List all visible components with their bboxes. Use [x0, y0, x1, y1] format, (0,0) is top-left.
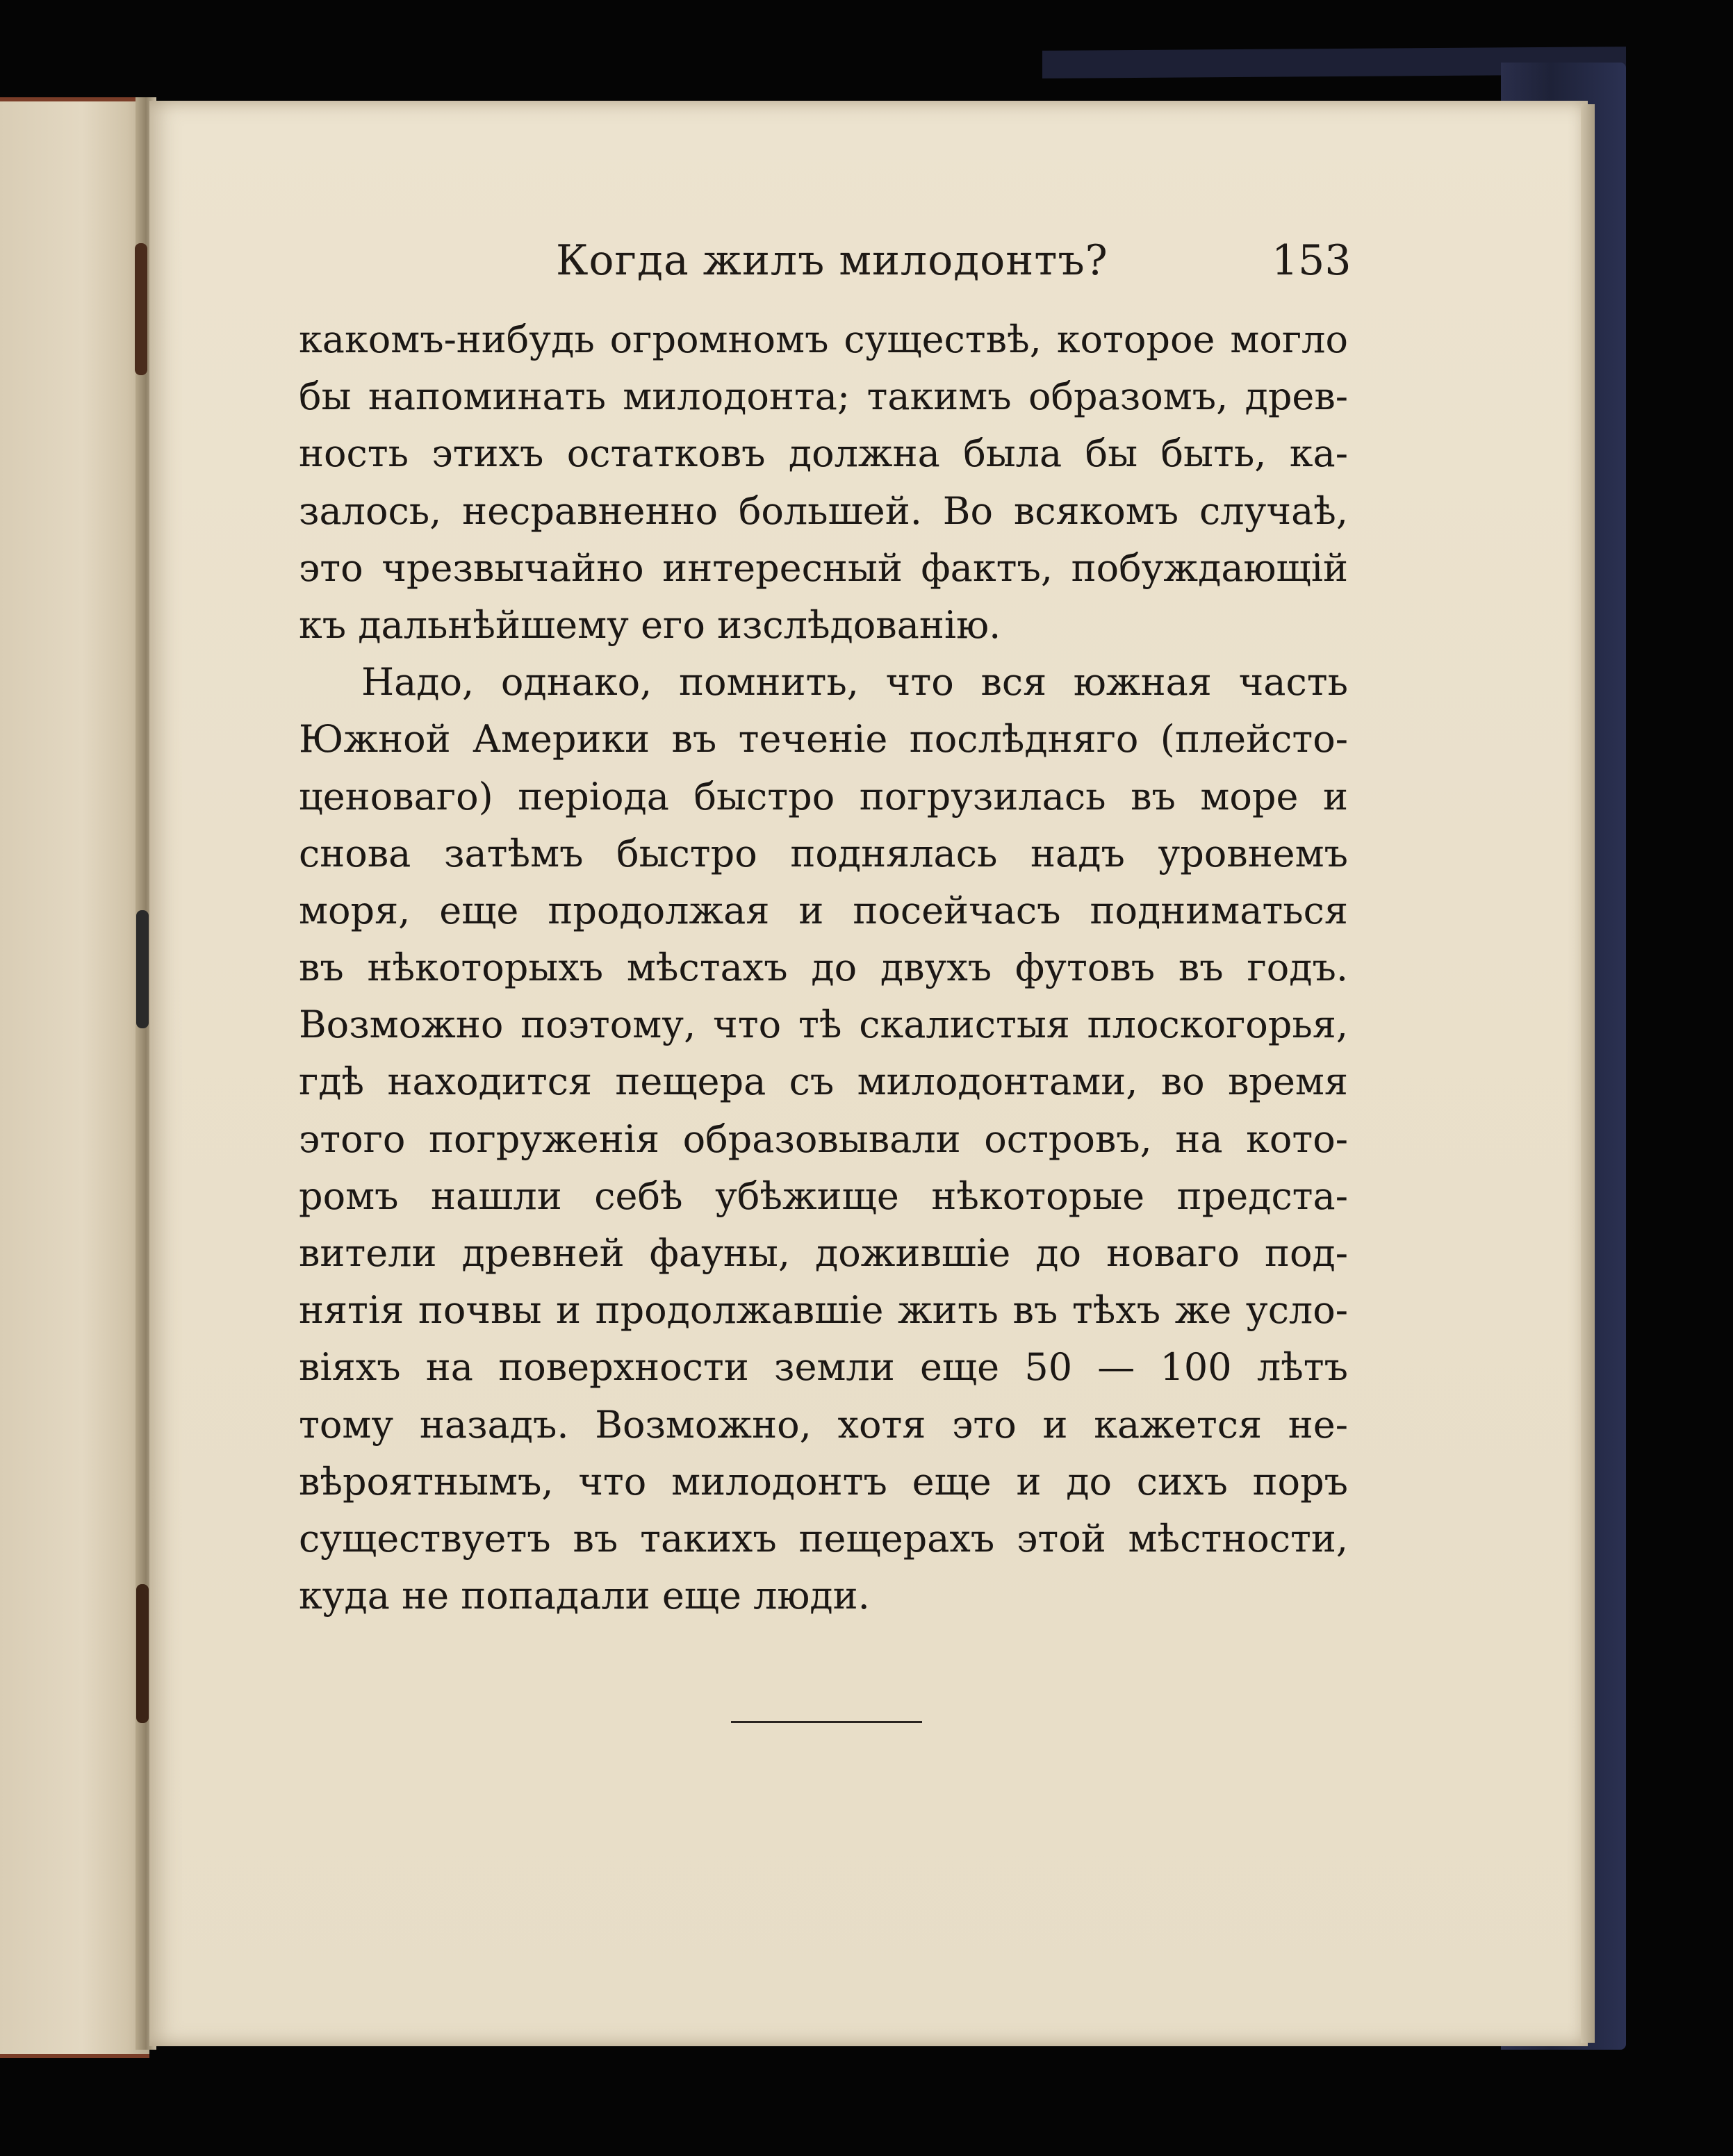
text-line: Надо, однако, помнить, что вся южная часть — [361, 660, 1348, 705]
text-line: нятія почвы и продолжавшіе жить въ тѣхъ же усло- — [299, 1288, 1348, 1333]
page-number: 153 — [1272, 236, 1352, 285]
text-line: віяхъ на поверхности земли еще 50 — 100 лѣтъ — [299, 1345, 1348, 1390]
text-line: какомъ-нибудь огромномъ существѣ, которое могло — [299, 318, 1348, 361]
text-line: моря, еще продолжая и посейчасъ подниматься — [299, 888, 1348, 932]
section-end-rule — [731, 1721, 922, 1723]
binding-thread — [136, 910, 149, 1028]
text-line: къ дальнѣйшему его изслѣдованію. — [299, 602, 1001, 647]
text-line: залось, несравненно большей. Во всякомъ случаѣ, — [299, 488, 1348, 533]
text-line: бы напоминать милодонта; такимъ образомъ, древ- — [299, 375, 1348, 419]
text-line: ценоваго) періода быстро погрузилась въ море и — [299, 774, 1348, 818]
running-head: Когда жилъ милодонтъ? — [556, 236, 1108, 285]
binding-thread — [136, 1584, 149, 1723]
text-line: ность этихъ остатковъ должна была бы быть, ка- — [299, 431, 1348, 476]
body-text — [299, 311, 1348, 1624]
text-line: ромъ нашли себѣ убѣжище нѣкоторые предста- — [299, 1174, 1348, 1218]
text-line: снова затѣмъ быстро поднялась надъ уровнемъ — [299, 831, 1348, 875]
text-line: вѣроятнымъ, что милодонтъ еще и до сихъ поръ — [299, 1459, 1348, 1504]
page-edge — [1581, 104, 1595, 2043]
text-line: это чрезвычайно интересный фактъ, побуждающій — [299, 545, 1348, 590]
text-line: въ нѣкоторыхъ мѣстахъ до двухъ футовъ въ годъ. — [299, 946, 1348, 990]
text-line: существуетъ въ такихъ пещерахъ этой мѣстности, — [299, 1516, 1348, 1561]
text-line: этого погруженія образовывали островъ, на кото- — [299, 1117, 1348, 1161]
left-facing-page — [0, 97, 149, 2058]
text-line: Возможно поэтому, что тѣ скалистыя плоскогорья, — [299, 1003, 1348, 1047]
text-line: куда не попадали еще люди. — [299, 1574, 870, 1618]
text-line: гдѣ находится пещера съ милодонтами, во время — [299, 1060, 1348, 1104]
text-line: тому назадъ. Возможно, хотя это и кажется не- — [299, 1402, 1348, 1447]
binding-thread — [135, 243, 147, 375]
text-line: Южной Америки въ теченіе послѣдняго (плейсто- — [299, 717, 1348, 762]
text-line: вители древней фауны, дожившіе до новаго под- — [299, 1231, 1348, 1275]
